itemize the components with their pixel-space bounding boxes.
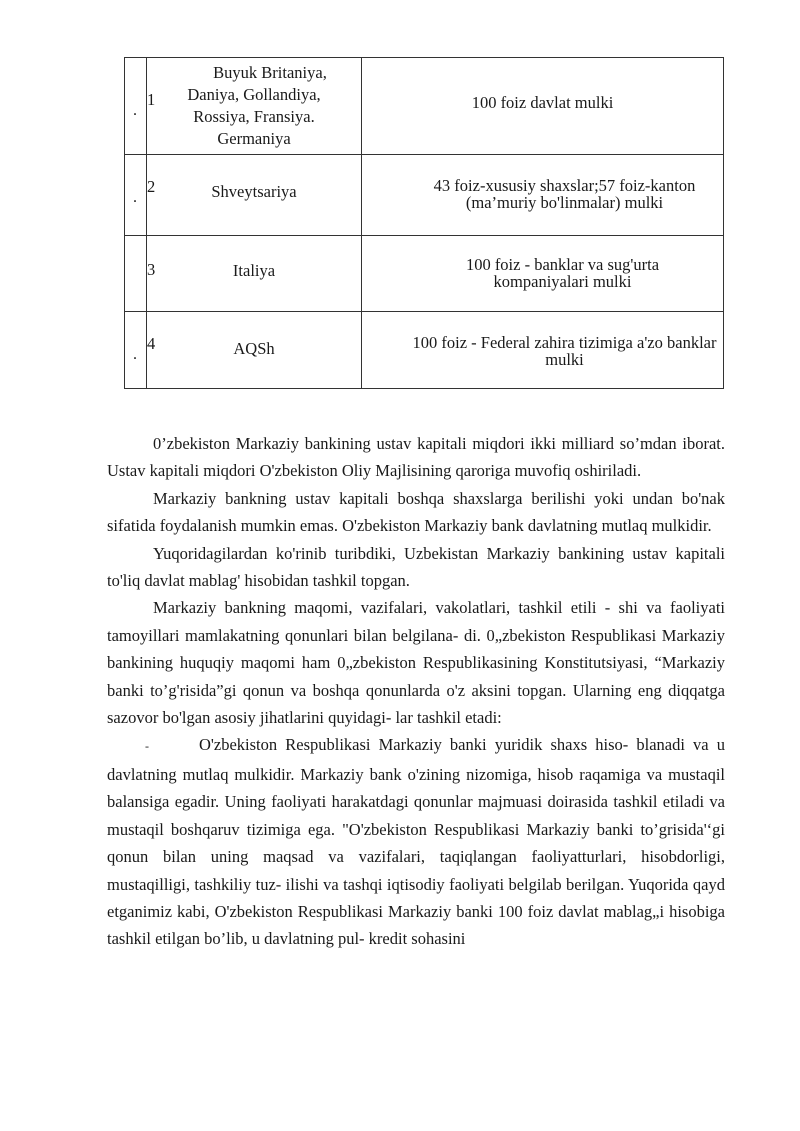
row-number-cell (125, 312, 156, 389)
country-cell (147, 155, 362, 236)
row-number: 3 (147, 260, 156, 279)
country-line: Germaniya (217, 129, 291, 148)
row-marker: . (133, 102, 137, 119)
table-row (125, 155, 724, 236)
ownership-cell (362, 312, 724, 389)
country-cell (147, 236, 362, 312)
row-number: 1 (147, 90, 156, 109)
row-number-cell (125, 155, 156, 236)
row-number-cell (125, 58, 156, 155)
ownership-cell (362, 58, 724, 155)
country-line: Rossiya, Fransiya. (193, 107, 315, 126)
paragraph: 0’zbekiston Markaziy bankining ustav kapitali miqdori ikki milliard so’mdan iborat. Ustav kapitali miqdori O'zbekiston Oliy Majlisining qaroriga muvofiq oshiriladi. (107, 434, 725, 481)
country-line: AQSh (233, 339, 275, 358)
bullet-marker: - (145, 739, 149, 754)
country-cell (147, 312, 362, 389)
row-marker: . (133, 346, 137, 363)
bullet-text: O'zbekiston Respublikasi Markaziy banki yuridik shaxs hiso- blanadi va u davlatning mutlaq mulkidir. Markaziy bank o'zining nizomiga, hisob raqamiga va mustaqil balansiga egadir. Uning faoliyati harakatdagi qonunlar majmuasi doirasida tashkil etiladi va mustaqil boshqaruv tizimiga ega. "O'zbekiston Respublikasi Markaziy banki to’grisida'‘gi qonun bilan uning maqsad va vazifalari, taqiqlangan faoliyatturlari, hisobdorligi, mustaqilligi, tashkiliy tuz- ilishi va tashqi iqtisodiy faoliyati belgilab berilgan. Yuqorida qayd etganimiz kabi, O'zbekiston Respublikasi Markaziy banki 100 foiz davlat mablag„i hisobiga tashkil etilgan bo’lib, u davlatning pul- kredit sohasini (107, 735, 725, 949)
row-number-cell (125, 236, 156, 312)
ownership-text: 100 foiz - Federal zahira tizimiga a'zo banklar mulki (412, 333, 717, 369)
ownership-cell (362, 236, 724, 312)
ownership-text: 100 foiz - banklar va sug'urta kompaniyalari mulki (465, 255, 660, 291)
table-row (125, 312, 724, 389)
paragraph: Markaziy bankning maqomi, vazifalari, vakolatlari, tashkil etili - shi va faoliyati tamoyillari mamlakatning qonunlari bilan belgilana- di. 0„zbekiston Respublikasi Markaziy bankining huquqiy maqomi ham 0„zbekiston Respublikasining Konstitutsiyasi, “Markaziy banki to’g'risida”gi qonun va boshqa qonunlarda o'z aksini topgan. Ularning eng diqqatga sazovor bo'lgan asosiy jihatlarini quyidagi- lar tashkil etadi: (107, 598, 725, 728)
ownership-cell (362, 155, 724, 236)
body-text (107, 430, 725, 953)
ownership-text: 100 foiz davlat mulki (471, 93, 614, 112)
ownership-table (124, 57, 724, 389)
ownership-text: 43 foiz-xususiy shaxslar;57 foiz-kanton (ma’muriy bo'linmalar) mulki (433, 176, 696, 212)
table-row (125, 58, 724, 155)
paragraph: Yuqoridagilardan ko'rinib turibdiki, Uzbekistan Markaziy bankining ustav kapitali to'liq davlat mablag' hisobidan tashkil topgan. (107, 543, 725, 591)
country-cell (147, 58, 362, 155)
country-line: Italiya (232, 261, 276, 280)
country-line: Daniya, Gollandiya, (187, 85, 321, 104)
paragraph: Markaziy bankning ustav kapitali boshqa shaxslarga berilishi yoki undan bo'nak sifatida foydalanish mumkin emas. O'zbekiston Markaziy bank davlatning mutlaq mulkidir. (107, 488, 725, 536)
row-marker: . (133, 189, 137, 206)
row-number: 4 (147, 334, 156, 353)
table-row (125, 236, 724, 312)
row-number: 2 (147, 177, 156, 196)
country-line: Buyuk Britaniya, (213, 63, 327, 82)
bullet-paragraph (107, 731, 725, 952)
country-line: Shveytsariya (211, 182, 297, 201)
